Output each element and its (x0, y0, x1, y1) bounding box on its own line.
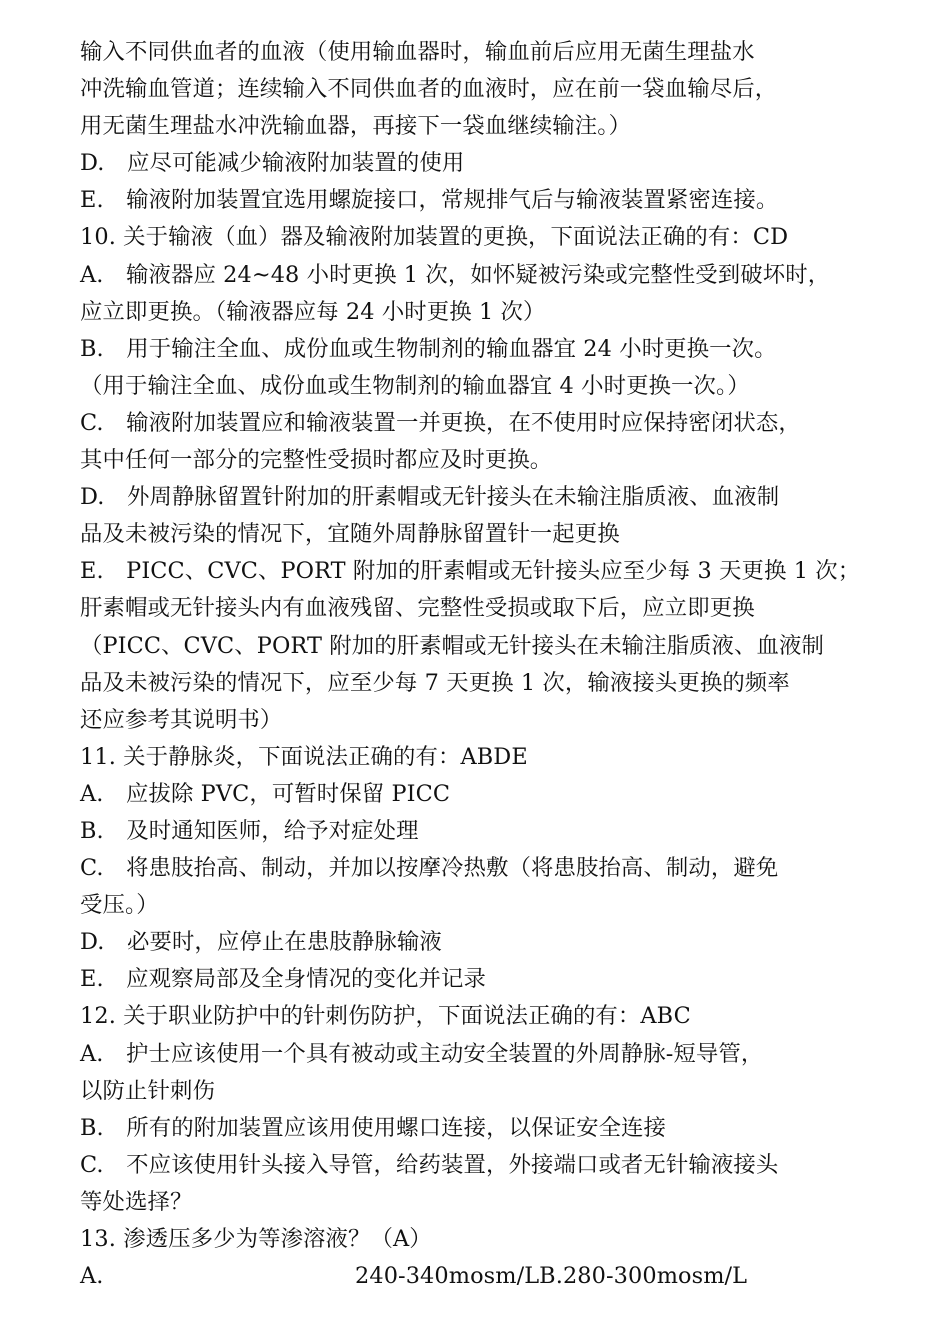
text-line: 10. 关于输液（血）器及输液附加装置的更换，下面说法正确的有：CD (80, 224, 789, 251)
text-line: D. 必要时，应停止在患肢静脉输液 (80, 929, 442, 956)
text-line: A. 应拔除 PVC，可暂时保留 PICC (80, 780, 451, 807)
text-line: 肝素帽或无针接头内有血液残留、完整性受损或取下后，应立即更换 (80, 595, 755, 622)
text-line: 13. 渗透压多少为等渗溶液？（A） (80, 1226, 432, 1252)
text-line: E. 输液附加装置宜选用螺旋接口，常规排气后与输液装置紧密连接。 (80, 187, 779, 214)
text-line: B. 所有的附加装置应该用使用螺口连接，以保证安全连接 (80, 1114, 667, 1141)
text-line: （PICC、CVC、PORT 附加的肝素帽或无针接头在未输注脂质液、血液制 (80, 632, 825, 659)
text-line: 11. 关于静脉炎，下面说法正确的有：ABDE (80, 743, 528, 770)
text-line: （用于输注全血、成份血或生物制剂的输血器宜 4 小时更换一次。） (80, 372, 750, 399)
text-line: 用无菌生理盐水冲洗输血器，再接下一袋血继续输注。） (80, 113, 632, 140)
text-line: E. PICC、CVC、PORT 附加的肝素帽或无针接头应至少每 3 天更换 1 次； (80, 558, 861, 585)
text-line: 等处选择？ (80, 1188, 193, 1215)
text-line: B. 用于输注全血、成份血或生物制剂的输血器宜 24 小时更换一次。 (80, 335, 777, 362)
text-line: 输入不同供血者的血液（使用输血器时，输血前后应用无菌生理盐水 (80, 39, 755, 65)
text-line: 品及未被污染的情况下，宜随外周静脉留置针一起更换 (80, 521, 620, 548)
answer-line-a (80, 1258, 880, 1295)
text-line: 以防止针刺伤 (80, 1077, 215, 1104)
text-line: 其中任何一部分的完整性受损时都应及时更换。 (80, 447, 553, 474)
text-line: C. 将患肢抬高、制动，并加以按摩冷热敷（将患肢抬高、制动，避免 (80, 855, 779, 882)
text-line: 品及未被污染的情况下，应至少每 7 天更换 1 次，输液接头更换的频率 (80, 669, 790, 696)
text-line: A. 护士应该使用一个具有被动或主动安全装置的外周静脉-短导管， (80, 1040, 764, 1067)
text-line: 应立即更换。（输液器应每 24 小时更换 1 次） (80, 298, 546, 325)
text-line: D. 应尽可能减少输液附加装置的使用 (80, 150, 465, 177)
text-line: 12. 关于职业防护中的针刺伤防护，下面说法正确的有：ABC (80, 1003, 691, 1030)
text-line: C. 输液附加装置应和输液装置一并更换，在不使用时应保持密闭状态， (80, 409, 801, 436)
text-line: C. 不应该使用针头接入导管，给药装置，外接端口或者无针输液接头 (80, 1151, 779, 1178)
text-line: E. 应观察局部及全身情况的变化并记录 (80, 966, 487, 993)
text-line: A. 输液器应 24~48 小时更换 1 次，如怀疑被污染或完整性受到破坏时， (80, 261, 831, 288)
text-line: B. 及时通知医师，给予对症处理 (80, 817, 419, 844)
text-line: 受压。） (80, 892, 159, 919)
answer-text: 240-340mosm/LB.280-300mosm/L (355, 1263, 748, 1290)
text-line: 冲洗输血管道；连续输入不同供血者的血液时，应在前一袋血输尽后， (80, 76, 778, 103)
answer-label: A. (80, 1263, 104, 1290)
document-body (80, 34, 880, 1258)
text-line: D. 外周静脉留置针附加的肝素帽或无针接头在未输注脂质液、血液制 (80, 484, 780, 511)
text-line: 还应参考其说明书） (80, 706, 283, 733)
